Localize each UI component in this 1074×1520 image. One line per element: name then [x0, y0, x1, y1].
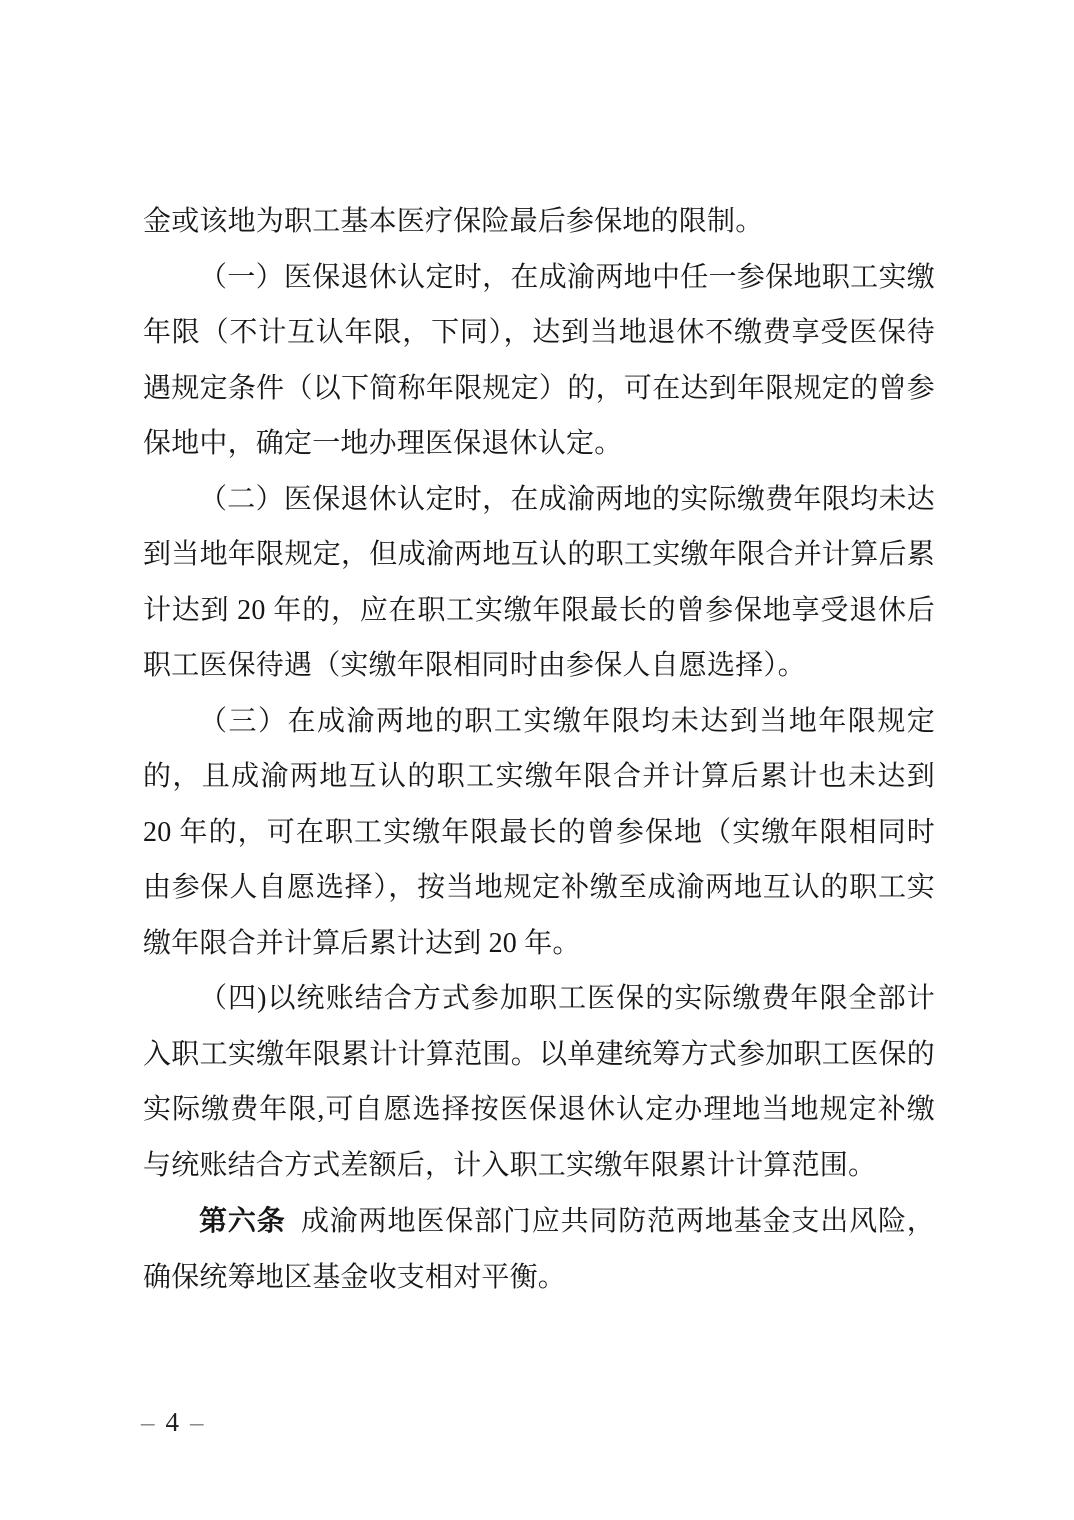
- paragraph-6: [143, 1193, 935, 1305]
- paragraph-text: 成渝两地医保部门应共同防范两地基金支出风险，确保统筹地区基金收支相对平衡。: [143, 1206, 936, 1293]
- page-number-value: 4: [165, 1407, 179, 1437]
- paragraph-3: （二）医保退休认定时，在成渝两地的实际缴费年限均未达到当地年限规定，但成渝两地互认的职工实缴年限合并计算后累计达到 20 年的，应在职工实缴年限最长的曾参保地享受退休后职工医保待遇（实缴年限相同时由参保人自愿选择）。: [143, 483, 935, 681]
- page-number: [141, 1406, 204, 1438]
- article-number-bold: 第六条: [199, 1205, 286, 1236]
- page-number-dash-right: –: [190, 1407, 204, 1437]
- document-body: [143, 194, 935, 1305]
- page-number-dash-left: –: [141, 1407, 155, 1437]
- paragraph-1: 金或该地为职工基本医疗保险最后参保地的限制。: [143, 206, 764, 237]
- paragraph-4: （三）在成渝两地的职工实缴年限均未达到当地年限规定的，且成渝两地互认的职工实缴年限合并计算后累计也未达到 20 年的，可在职工实缴年限最长的曾参保地（实缴年限相同时由参保人自愿选择），按当地规定补缴至成渝两地互认的职工实缴年限合并计算后累计达到 20 年。: [143, 705, 935, 959]
- paragraph-5: （四)以统账结合方式参加职工医保的实际缴费年限全部计入职工实缴年限累计计算范围。以单建统筹方式参加职工医保的实际缴费年限,可自愿选择按医保退休认定办理地当地规定补缴与统账结合方式差额后，计入职工实缴年限累计计算范围。: [143, 983, 935, 1181]
- paragraph-2: （一）医保退休认定时，在成渝两地中任一参保地职工实缴年限（不计互认年限，下同），达到当地退休不缴费享受医保待遇规定条件（以下简称年限规定）的，可在达到年限规定的曾参保地中，确定一地办理医保退休认定。: [143, 261, 935, 459]
